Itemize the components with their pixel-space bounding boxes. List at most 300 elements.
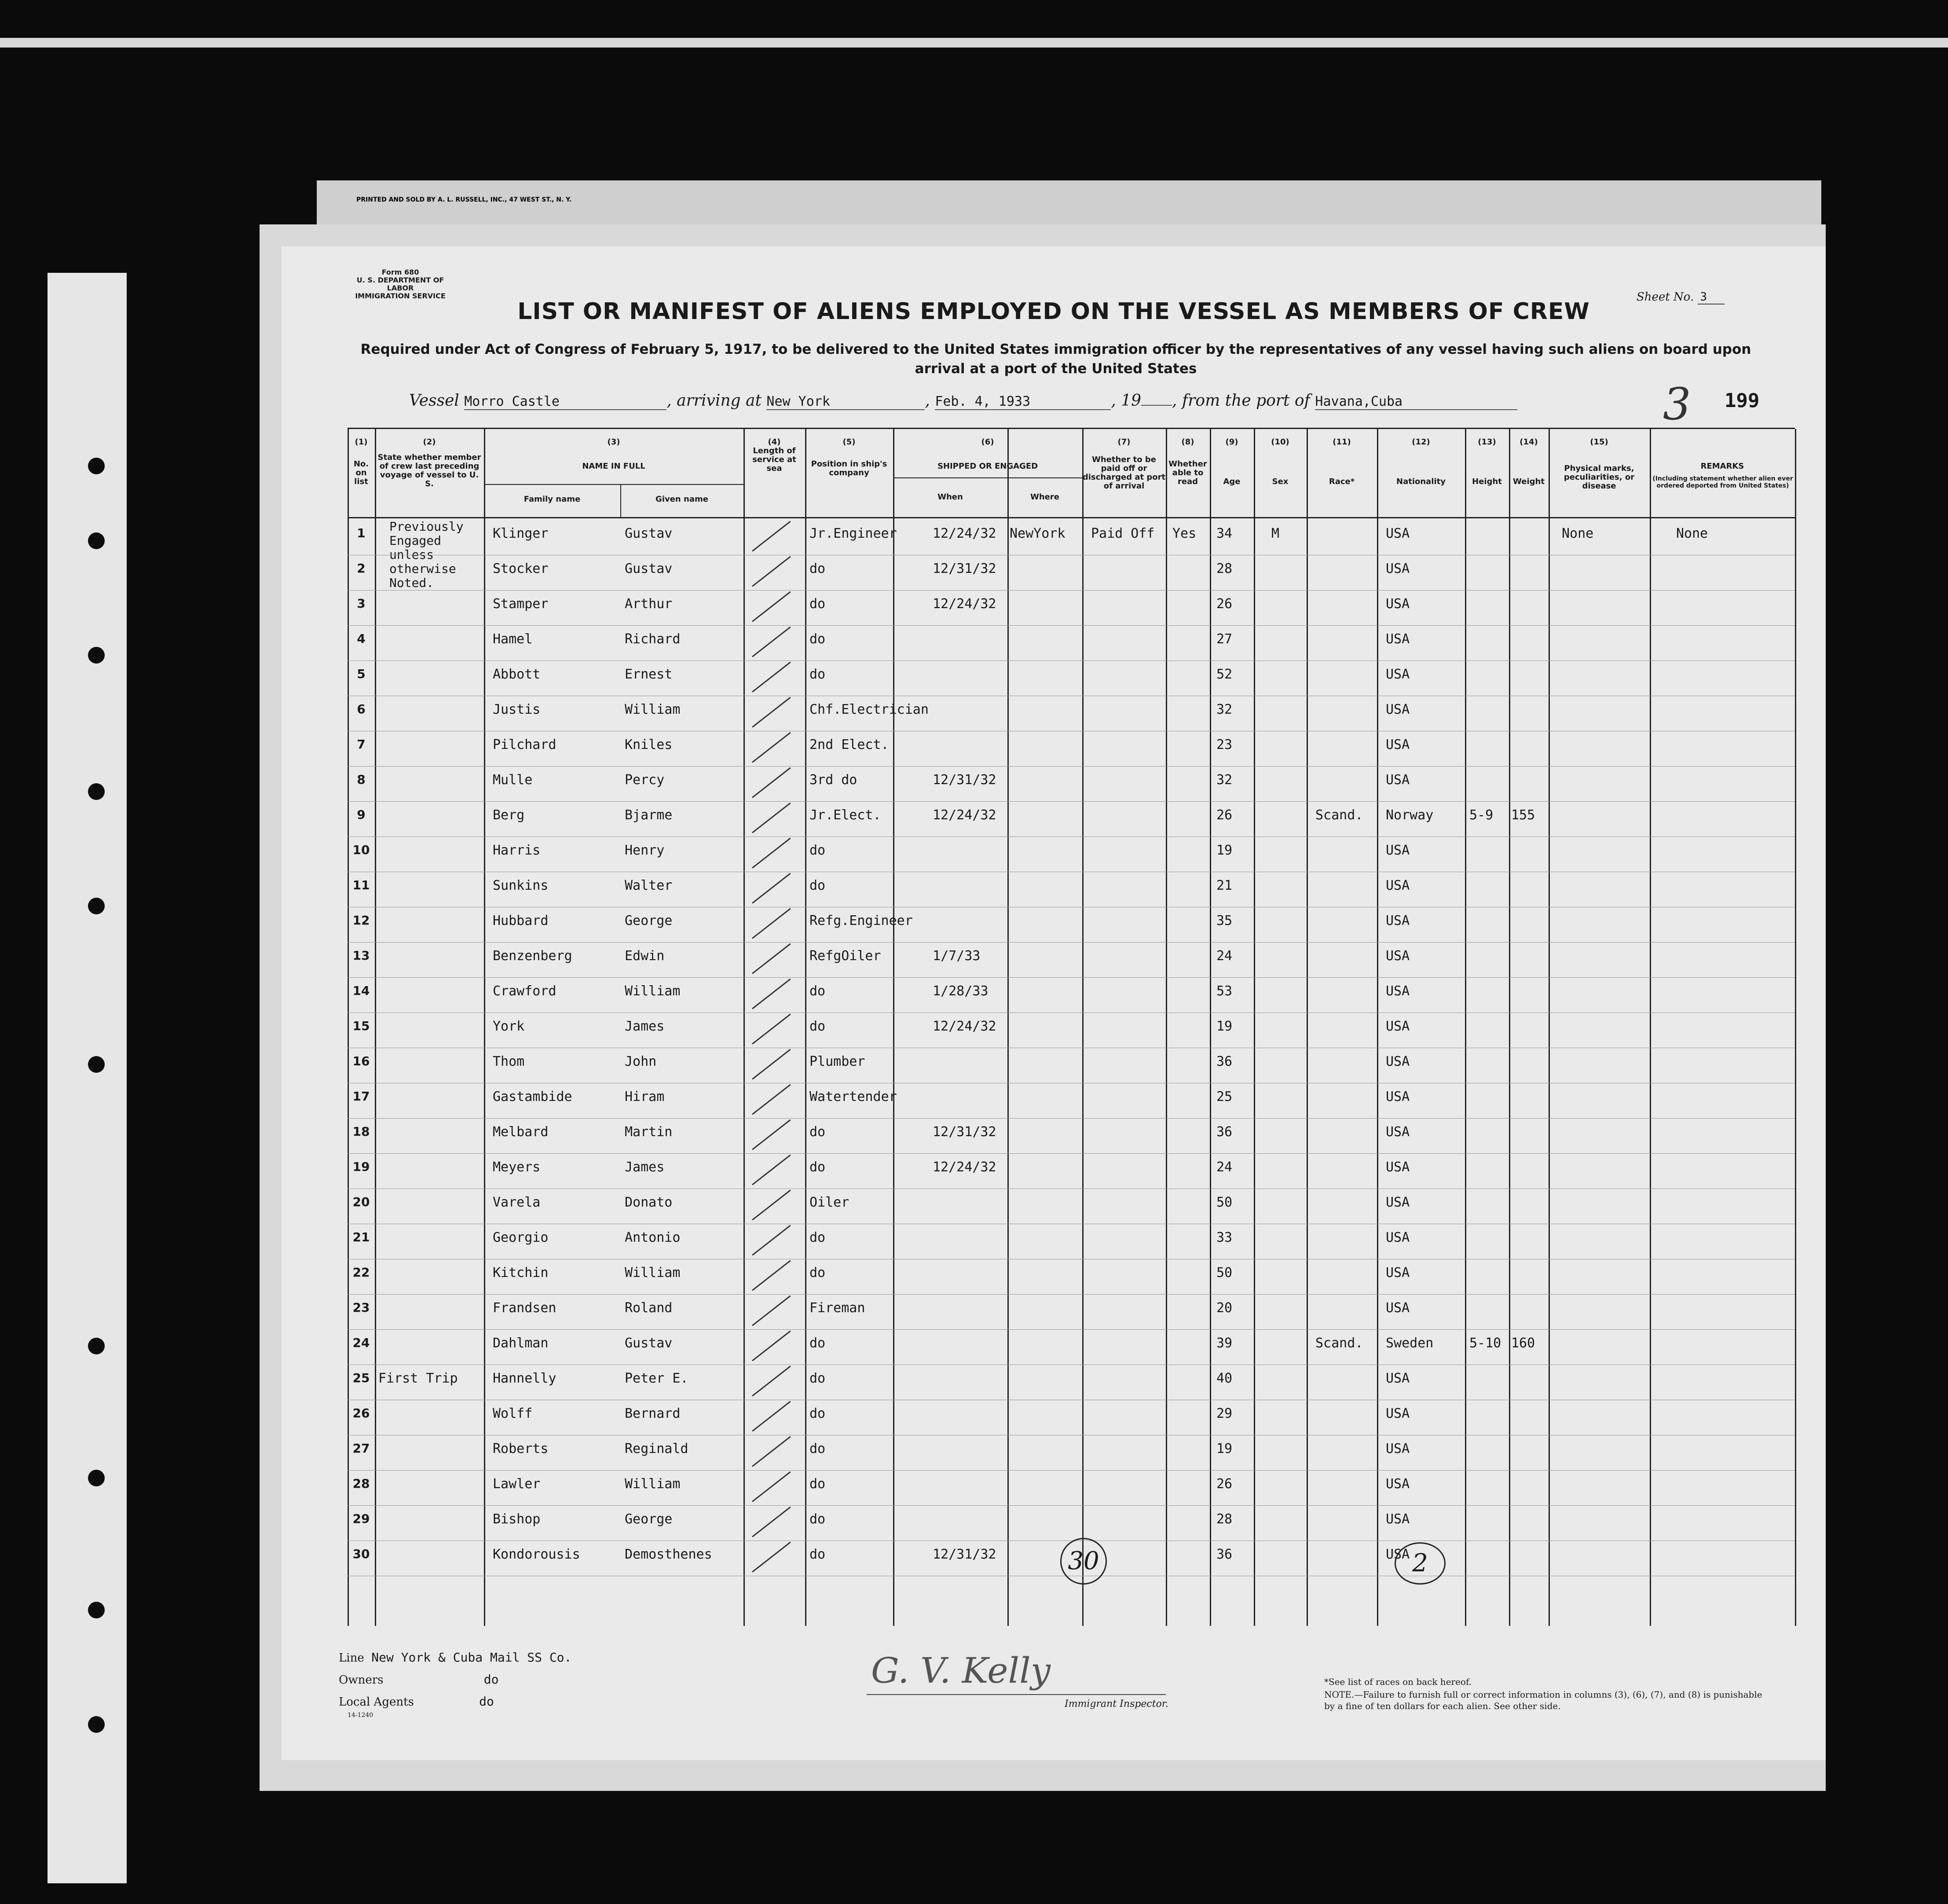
cell-given: James (625, 1019, 665, 1034)
header-paid-off: Whether to be paid off or discharged at port of arrival (1082, 455, 1166, 491)
cell-nat: USA (1386, 1159, 1410, 1175)
cell-given: Bjarme (625, 807, 673, 823)
cell-given: William (625, 983, 681, 999)
cell-position: do (809, 983, 826, 999)
vessel-label: Vessel (409, 392, 459, 410)
cell-age: 32 (1216, 702, 1233, 717)
column-number: (11) (1333, 437, 1351, 447)
column-number: (13) (1478, 437, 1496, 447)
table-header (348, 429, 1795, 518)
header-race: Race* (1329, 477, 1355, 486)
cell-when: 1/28/33 (933, 983, 989, 999)
cell-nat: USA (1386, 1300, 1410, 1316)
page-title: LIST OR MANIFEST OF ALIENS EMPLOYED ON THE VESSEL AS MEMBERS OF CREW (517, 298, 1590, 325)
vessel-name: Morro Castle (464, 394, 666, 410)
checkmark-icon (752, 662, 791, 693)
cell-position: do (809, 1476, 826, 1492)
cell-given: Donato (625, 1195, 673, 1210)
header-nationality: Nationality (1396, 477, 1446, 486)
table-row (348, 696, 1795, 731)
cell-nat: USA (1386, 1054, 1410, 1069)
column-number: (7) (1117, 437, 1131, 447)
cell-given: William (625, 1265, 681, 1280)
sheet-number-value: 3 (1698, 290, 1725, 304)
cell-nat: USA (1386, 1230, 1410, 1245)
printer-credit: PRINTED AND SOLD BY A. L. RUSSELL, INC., 47 WEST ST., N. Y. (356, 196, 572, 203)
cell-family: Frandsen (493, 1300, 557, 1316)
cell-age: 34 (1216, 526, 1233, 541)
cell-no: 29 (352, 1511, 370, 1526)
cell-given: William (625, 1476, 681, 1492)
header-length-of-service: Length of service at sea (752, 446, 796, 473)
from-port-label: , from the port of (1172, 392, 1310, 410)
header-name-in-full: NAME IN FULL (582, 462, 645, 471)
cell-nat: USA (1386, 1476, 1410, 1492)
table-row (348, 1505, 1795, 1541)
header-sex: Sex (1272, 477, 1289, 486)
cell-age: 21 (1216, 878, 1233, 893)
table-row (348, 1294, 1795, 1330)
cell-when: 12/24/32 (933, 526, 996, 541)
binder-hole (88, 1338, 105, 1354)
cell-given: Gustav (625, 526, 673, 541)
cell-position: Plumber (809, 1054, 865, 1069)
cell-no: 28 (352, 1476, 370, 1491)
requirement-text: Required under Act of Congress of February 5, 1917, to be delivered to the United States immigration officer by the representatives of any vessel having such aliens on board upon arrival at a port of the United States (360, 341, 1751, 377)
cell-given: Walter (625, 878, 673, 893)
header-height: Height (1472, 477, 1502, 486)
cell-age: 28 (1216, 561, 1233, 576)
cell-given: John (625, 1054, 657, 1069)
cell-family: Varela (493, 1195, 541, 1210)
service: IMMIGRATION SERVICE (355, 292, 446, 300)
cell-weight: 160 (1511, 1335, 1535, 1351)
checkmark-icon (752, 1119, 791, 1150)
cell-nat: USA (1386, 913, 1410, 928)
cell-given: Percy (625, 772, 665, 788)
film-edge-strip (0, 38, 1948, 48)
cell-nat: Sweden (1386, 1335, 1434, 1351)
cell-nat: USA (1386, 1371, 1410, 1386)
cell-family: Mulle (493, 772, 533, 788)
cell-nat: USA (1386, 983, 1410, 999)
cell-when: 12/24/32 (933, 1019, 996, 1034)
cell-given: George (625, 913, 673, 928)
checkmark-icon (752, 1542, 791, 1573)
checkmark-icon (752, 767, 791, 798)
column-number: (3) (607, 437, 620, 447)
header-physical-marks: Physical marks, peculiarities, or disease (1564, 464, 1635, 491)
cell-family: Roberts (493, 1441, 549, 1456)
cell-no: 4 (357, 631, 366, 646)
header-remarks: REMARKS (1700, 462, 1744, 471)
previously-engaged-note: Previously Engaged unless otherwise Noted. (389, 519, 464, 590)
cell-no: 20 (352, 1195, 370, 1209)
checkmark-icon (752, 1331, 791, 1361)
column-number: (4) (768, 437, 781, 447)
cell-family: Kondorousis (493, 1547, 580, 1562)
cell-given: Gustav (625, 561, 673, 576)
cell-no: 2 (357, 561, 366, 576)
header-able-to-read: Whether able to read (1168, 459, 1207, 486)
cell-position: Jr.Engineer (809, 526, 897, 541)
cell-age: 29 (1216, 1406, 1233, 1421)
cell-position: do (809, 1230, 826, 1245)
cell-no: 21 (352, 1230, 370, 1244)
cell-remarks: None (1676, 526, 1708, 541)
checkmark-icon (752, 521, 791, 552)
cell-nat: USA (1386, 737, 1410, 752)
table-row (348, 836, 1795, 872)
cell-age: 36 (1216, 1124, 1233, 1140)
cell-given: William (625, 702, 681, 717)
cell-age: 26 (1216, 1476, 1233, 1492)
table-row (348, 907, 1795, 943)
table-row (348, 1189, 1795, 1224)
cell-family: Hubbard (493, 913, 549, 928)
cell-family: Crawford (493, 983, 557, 999)
checkmark-icon (752, 1225, 791, 1256)
cell-age: 19 (1216, 843, 1233, 858)
cell-no: 14 (352, 983, 370, 998)
table-row (348, 1259, 1795, 1295)
cell-no: 8 (357, 772, 366, 787)
table-row (348, 520, 1795, 555)
cell-age: 24 (1216, 948, 1233, 964)
cell-age: 19 (1216, 1441, 1233, 1456)
sheet-number-label: Sheet No. (1637, 290, 1694, 304)
departure-port: Havana,Cuba (1315, 394, 1517, 410)
cell-position: do (809, 1371, 826, 1386)
cell-position: do (809, 1406, 826, 1421)
inspector-signature: G. V. Kelly (871, 1650, 1051, 1691)
column-number: (12) (1412, 437, 1430, 447)
cell-position: do (809, 631, 826, 647)
cell-position: 3rd do (809, 772, 857, 788)
cell-no: 15 (352, 1019, 370, 1033)
checkmark-icon (752, 1471, 791, 1502)
page-number: 199 (1725, 389, 1760, 412)
cell-given: Gustav (625, 1335, 673, 1351)
vessel-line: Vessel Morro Castle , arriving at New York , Feb. 4, 1933 , 19 , from the port of Havana,Cuba (409, 392, 1517, 410)
cell-family: Stamper (493, 596, 549, 612)
cell-paid: Paid Off (1091, 526, 1155, 541)
cell-no: 12 (352, 913, 370, 928)
cell-no: 22 (352, 1265, 370, 1280)
table-row (348, 942, 1795, 978)
cell-family: Dahlman (493, 1335, 549, 1351)
cell-position: do (809, 1265, 826, 1280)
checkmark-icon (752, 1507, 791, 1537)
checkmark-icon (752, 1401, 791, 1432)
cell-phys: None (1562, 526, 1594, 541)
cell-age: 26 (1216, 596, 1233, 612)
owners-value: do (483, 1672, 499, 1687)
cell-age: 52 (1216, 667, 1233, 682)
circled-foreign-count: 2 (1395, 1542, 1446, 1585)
cell-when: 12/24/32 (933, 596, 996, 612)
cell-given: Ernest (625, 667, 673, 682)
header-remarks-note: (Including statement whether alien ever ordered deported from United States) (1652, 475, 1793, 489)
circled-total: 30 (1060, 1538, 1107, 1585)
checkmark-icon (752, 979, 791, 1009)
column-number: (10) (1271, 437, 1289, 447)
header-shipped-or-engaged: SHIPPED OR ENGAGED (937, 462, 1038, 471)
header-where: Where (1030, 492, 1059, 502)
table-row (348, 1329, 1795, 1365)
cell-nat: USA (1386, 631, 1410, 647)
cell-family: Gastambide (493, 1089, 572, 1104)
cell-family: Bishop (493, 1511, 541, 1527)
table-row (348, 731, 1795, 767)
checkmark-icon (752, 943, 791, 974)
checkmark-icon (752, 732, 791, 763)
cell-age: 53 (1216, 983, 1233, 999)
binder-hole (88, 1716, 105, 1733)
header-position: Position in ship's company (811, 459, 887, 477)
binder-hole (88, 458, 105, 474)
cell-nat: USA (1386, 596, 1410, 612)
cell-weight: 155 (1511, 807, 1535, 823)
checkmark-icon (752, 908, 791, 939)
binder-hole (88, 532, 105, 549)
cell-given: Demosthenes (625, 1547, 712, 1562)
cell-age: 20 (1216, 1300, 1233, 1316)
table-row (348, 1153, 1795, 1189)
cell-given: Roland (625, 1300, 673, 1316)
cell-given: Bernard (625, 1406, 681, 1421)
table-row (348, 660, 1795, 696)
cell-where: NewYork (1010, 526, 1066, 541)
cell-family: Kitchin (493, 1265, 549, 1280)
cell-age: 27 (1216, 631, 1233, 647)
table-row (348, 1365, 1795, 1400)
signature-line (867, 1694, 1166, 1695)
cell-nat: USA (1386, 843, 1410, 858)
header-no-on-list: No. on list (353, 459, 369, 486)
cell-nat: USA (1386, 1019, 1410, 1034)
cell-age: 32 (1216, 772, 1233, 788)
form-ident (348, 268, 453, 300)
cell-position: do (809, 667, 826, 682)
cell-position: RefgOiler (809, 948, 881, 964)
crew-table (348, 428, 1795, 1626)
cell-nat: USA (1386, 667, 1410, 682)
cell-position: do (809, 1441, 826, 1456)
cell-given: George (625, 1511, 673, 1527)
cell-position: 2nd Elect. (809, 737, 889, 752)
cell-age: 33 (1216, 1230, 1233, 1245)
column-number: (5) (842, 437, 856, 447)
department: U. S. DEPARTMENT OF LABOR (356, 276, 444, 292)
cell-nat: USA (1386, 1195, 1410, 1210)
table-row (348, 872, 1795, 907)
cell-no: 10 (352, 843, 370, 857)
cell-nat: USA (1386, 1089, 1410, 1104)
cell-age: 36 (1216, 1547, 1233, 1562)
cell-age: 36 (1216, 1054, 1233, 1069)
table-row (348, 590, 1795, 626)
cell-nat: USA (1386, 948, 1410, 964)
checkmark-icon (752, 1084, 791, 1115)
cell-no: 3 (357, 596, 366, 611)
cell-nat: USA (1386, 1265, 1410, 1280)
cell-age: 19 (1216, 1019, 1233, 1034)
header-weight: Weight (1513, 477, 1545, 486)
checkmark-icon (752, 697, 791, 728)
cell-given: Peter E. (625, 1371, 688, 1386)
table-row (348, 766, 1795, 802)
cell-nat: USA (1386, 1547, 1410, 1562)
cell-age: 23 (1216, 737, 1233, 752)
header-state-whether: State whether member of crew last preceding voyage of vessel to U. S. (377, 453, 481, 488)
cell-family: Klinger (493, 526, 549, 541)
form-number: Form 680 (381, 268, 419, 276)
checkmark-icon (752, 1155, 791, 1185)
cell-no: 30 (352, 1547, 370, 1561)
cell-position: Watertender (809, 1089, 897, 1104)
header-when: When (937, 492, 963, 502)
cell-read: Yes (1172, 526, 1197, 541)
cell-family: Thom (493, 1054, 525, 1069)
cell-family: Berg (493, 807, 525, 823)
checkmark-icon (752, 1295, 791, 1326)
cell-when: 12/31/32 (933, 1124, 996, 1140)
checkmark-icon (752, 1366, 791, 1397)
cell-no: 17 (352, 1089, 370, 1104)
checkmark-icon (752, 838, 791, 869)
table-row (348, 1013, 1795, 1048)
inspector-label: Immigrant Inspector. (1065, 1699, 1168, 1710)
cell-when: 12/24/32 (933, 807, 996, 823)
cell-nat: USA (1386, 772, 1410, 788)
cell-nat: USA (1386, 1511, 1410, 1527)
cell-sex: M (1271, 526, 1280, 541)
cell-race: Scand. (1315, 807, 1363, 823)
cell-nat: USA (1386, 702, 1410, 717)
handwritten-sheet-number: 3 (1663, 378, 1691, 430)
column-number: (9) (1225, 437, 1238, 447)
cell-age: 50 (1216, 1265, 1233, 1280)
cell-given: James (625, 1159, 665, 1175)
header-family-name: Family name (524, 495, 581, 504)
cell-family: Georgio (493, 1230, 549, 1245)
cell-when: 12/31/32 (933, 561, 996, 576)
cell-age: 24 (1216, 1159, 1233, 1175)
cell-height: 5-10 (1469, 1335, 1501, 1351)
table-row (348, 1048, 1795, 1083)
binder-hole (88, 647, 105, 664)
cell-family: Justis (493, 702, 541, 717)
cell-position: Fireman (809, 1300, 865, 1316)
agents-value: do (479, 1694, 494, 1709)
cell-age: 35 (1216, 913, 1233, 928)
arriving-label: , arriving at (666, 392, 762, 410)
cell-given: Arthur (625, 596, 673, 612)
cell-nat: USA (1386, 526, 1410, 541)
cell-no: 9 (357, 807, 366, 822)
manifest-sheet (282, 246, 1826, 1760)
table-row (348, 555, 1795, 591)
checkmark-icon (752, 803, 791, 833)
binder-hole (88, 898, 105, 914)
cell-position: do (809, 1159, 826, 1175)
cell-family: Sunkins (493, 878, 549, 893)
cell-no: 13 (352, 948, 370, 963)
binder-strip (48, 273, 127, 1883)
cell-race: Scand. (1315, 1335, 1363, 1351)
binder-hole (88, 1470, 105, 1486)
binder-hole (88, 1602, 105, 1618)
cell-no: 6 (357, 702, 366, 716)
cell-family: Hannelly (493, 1371, 557, 1386)
year-label: 19 (1121, 392, 1142, 410)
cell-given: Edwin (625, 948, 665, 964)
cell-position: Jr.Elect. (809, 807, 881, 823)
column-number: (6) (981, 437, 994, 447)
cell-position: do (809, 561, 826, 576)
header-given-name: Given name (655, 495, 708, 504)
cell-family: Pilchard (493, 737, 557, 752)
cell-no: 1 (357, 526, 366, 540)
cell-nat: Norway (1386, 807, 1434, 823)
cell-given: Hiram (625, 1089, 665, 1104)
cell-position: do (809, 1511, 826, 1527)
agents-field (339, 1694, 494, 1709)
cell-family: Benzenberg (493, 948, 572, 964)
cell-family: Abbott (493, 667, 541, 682)
cell-no: 18 (352, 1124, 370, 1139)
cell-position: do (809, 1124, 826, 1140)
cell-no: 19 (352, 1159, 370, 1174)
line-label: Line (339, 1651, 364, 1665)
cell-no: 7 (357, 737, 366, 752)
checkmark-icon (752, 556, 791, 587)
cell-position: do (809, 1547, 826, 1562)
cell-position: do (809, 596, 826, 612)
header-age: Age (1223, 477, 1241, 486)
cell-no: 11 (352, 878, 370, 892)
cell-when: 12/31/32 (933, 772, 996, 788)
cell-no: 26 (352, 1406, 370, 1420)
cell-given: Kniles (625, 737, 673, 752)
table-row (348, 1224, 1795, 1259)
cell-age: 26 (1216, 807, 1233, 823)
binder-hole (88, 1056, 105, 1073)
footnote-penalty: NOTE.—Failure to furnish full or correct information in columns (3), (6), (7), and (8) is punishable by a fine of ten dollars for each alien. See other side. (1324, 1689, 1762, 1711)
cell-nat: USA (1386, 1441, 1410, 1456)
cell-no: 25 (352, 1371, 370, 1385)
arrival-port: New York (766, 394, 925, 410)
owners-field (339, 1672, 498, 1687)
cell-family: Meyers (493, 1159, 541, 1175)
table-row (348, 1083, 1795, 1119)
cell-family: York (493, 1019, 525, 1034)
column-number: (14) (1520, 437, 1538, 447)
cell-nat: USA (1386, 1124, 1410, 1140)
column-number: (1) (355, 437, 368, 447)
cell-given: Henry (625, 843, 665, 858)
table-row (348, 625, 1795, 661)
column-number: (2) (423, 437, 436, 447)
cell-position: Refg.Engineer (809, 913, 913, 928)
cell-no: 24 (352, 1335, 370, 1350)
cell-age: 39 (1216, 1335, 1233, 1351)
cell-family: Hamel (493, 631, 533, 647)
cell-no: 27 (352, 1441, 370, 1456)
cell-family: Wolff (493, 1406, 533, 1421)
cell-given: Antonio (625, 1230, 681, 1245)
